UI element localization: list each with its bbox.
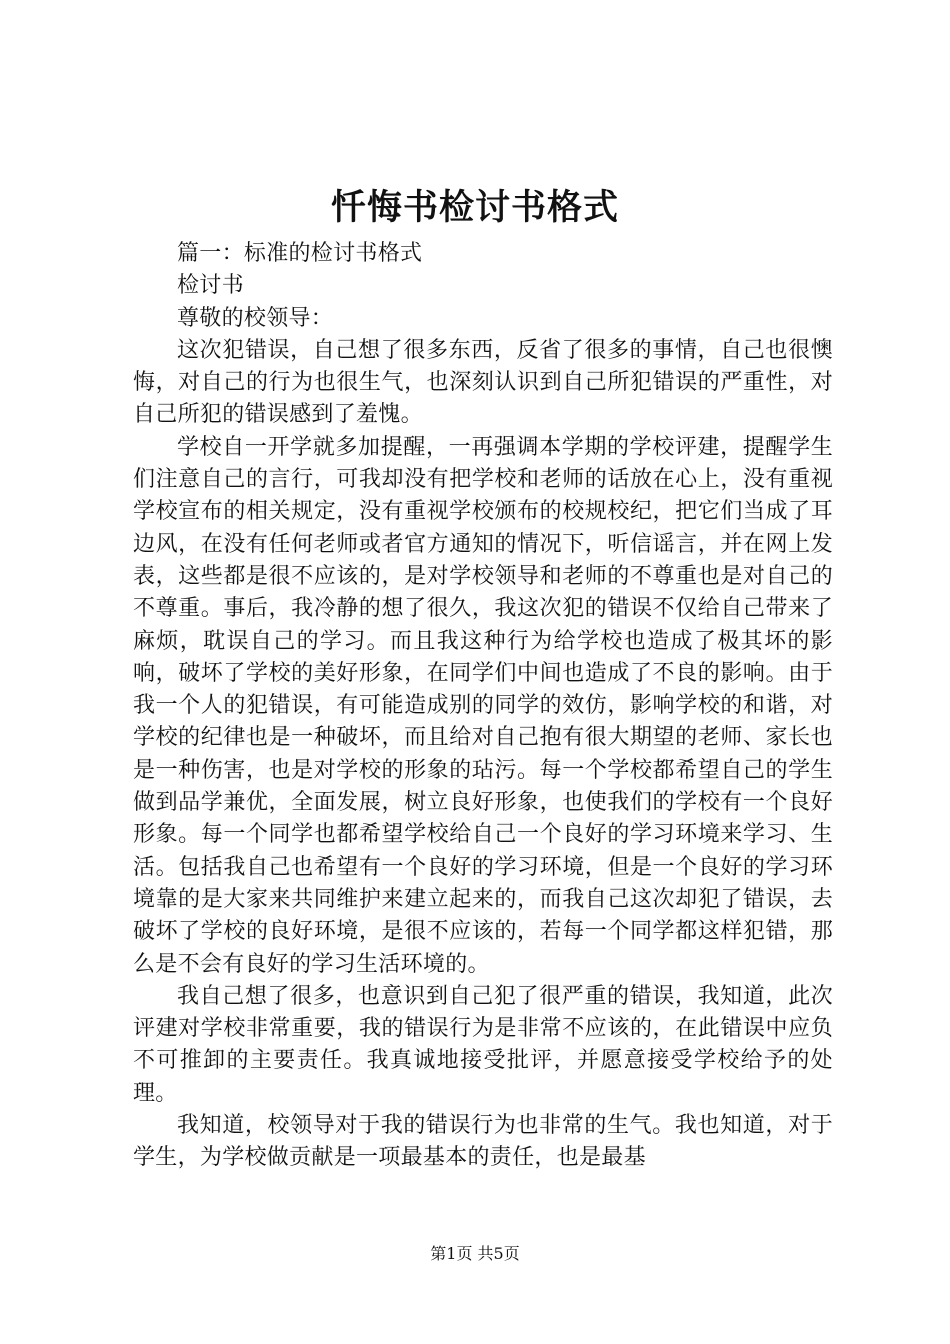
document-body <box>133 238 833 1175</box>
salutation: 尊敬的校领导： <box>177 305 334 331</box>
body-paragraph: 我知道，校领导对于我的错误行为也非常的生气。我也知道，对于学生，为学校做贡献是一项最基本的责任，也是最基 <box>133 1113 833 1171</box>
body-paragraph: 学校自一开学就多加提醒，一再强调本学期的学校评建，提醒学生们注意自己的言行，可我却没有把学校和老师的话放在心上，没有重视学校宣布的相关规定，没有重视学校颁布的校规校纪，把它们当成了耳边风，在没有任何老师或者官方通知的情况下，听信谣言，并在网上发表，这些都是很不应该的，是对学校领导和老师的不尊重也是对自己的不尊重。事后，我冷静的想了很久，我这次犯的错误不仅给自己带来了麻烦，耽误自己的学习。而且我这种行为给学校也造成了极其坏的影响，破坏了学校的美好形象，在同学们中间也造成了不良的影响。由于我一个人的犯错误，有可能造成别的同学的效仿，影响学校的和谐，对学校的纪律也是一种破坏，而且给对自己抱有很大期望的老师、家长也是一种伤害，也是对学校的形象的玷污。每一个学校都希望自己的学生做到品学兼优，全面发展，树立良好形象，也使我们的学校有一个良好形象。每一个同学也都希望学校给自己一个良好的学习环境来学习、生活。包括我自己也希望有一个良好的学习环境，但是一个良好的学习环境靠的是大家来共同维护来建立起来的，而我自己这次却犯了错误，去破坏了学校的良好环境，是很不应该的，若每一个同学都这样犯错，那么是不会有良好的学习生活环境的。 <box>133 434 833 977</box>
body-paragraph: 这次犯错误，自己想了很多东西，反省了很多的事情，自己也很懊悔，对自己的行为也很生气，也深刻认识到自己所犯错误的严重性，对自己所犯的错误感到了羞愧。 <box>133 337 833 428</box>
body-paragraph: 我自己想了很多，也意识到自己犯了很严重的错误，我知道，此次评建对学校非常重要，我的错误行为是非常不应该的，在此错误中应负不可推卸的主要责任。我真诚地接受批评，并愿意接受学校给予的处理。 <box>133 983 833 1106</box>
letter-title: 检讨书 <box>177 273 244 299</box>
document-title: 忏悔书检讨书格式 <box>330 187 619 228</box>
section-heading: 篇一：标准的检讨书格式 <box>177 241 423 266</box>
page-number-footer: 第1页 共5页 <box>430 1244 520 1263</box>
